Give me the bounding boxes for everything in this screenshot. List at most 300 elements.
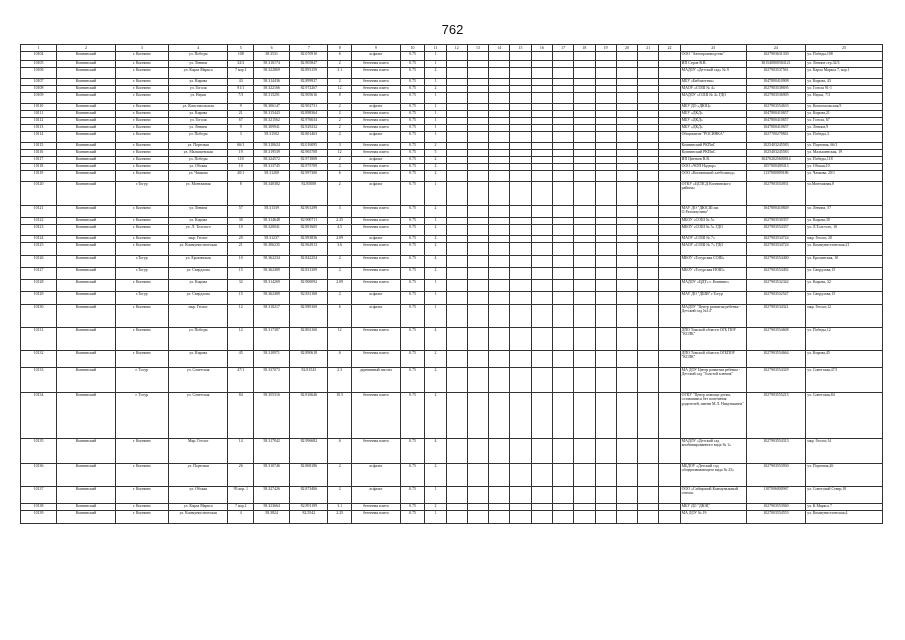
table-cell xyxy=(489,280,510,292)
column-number-cell: 16 xyxy=(531,45,552,52)
table-cell xyxy=(595,52,616,61)
table-cell xyxy=(510,225,531,236)
table-row xyxy=(21,351,883,368)
table-cell: 82.016095 xyxy=(290,143,328,150)
table-cell xyxy=(446,464,467,487)
table-cell xyxy=(446,280,467,292)
table-row xyxy=(21,125,883,132)
table-cell: ул. Ленина,9 xyxy=(806,125,883,132)
table-cell: 32/3 xyxy=(228,61,254,68)
table-cell xyxy=(467,125,488,132)
table-cell: 1027903555215 xyxy=(746,393,806,439)
table-cell xyxy=(489,61,510,68)
table-cell: бетонная плита xyxy=(351,86,400,93)
table-cell: Копнинский xyxy=(57,393,116,439)
table-cell xyxy=(595,218,616,225)
registry-table-wrapper xyxy=(20,44,883,524)
table-cell: Копнинский xyxy=(57,351,116,368)
table-cell: 82.997300 xyxy=(290,171,328,182)
table-cell: Копнинский xyxy=(57,171,116,182)
table-cell xyxy=(552,268,573,280)
table-cell xyxy=(531,118,552,125)
table-cell xyxy=(595,268,616,280)
table-cell: Копнинский xyxy=(57,104,116,111)
table-cell: 2 xyxy=(425,243,446,256)
table-cell: 14 xyxy=(228,439,254,464)
table-cell: 58.309941 xyxy=(254,125,290,132)
table-cell: 82.842254 xyxy=(290,256,328,268)
column-number-cell: 20 xyxy=(616,45,637,52)
table-row xyxy=(21,280,883,292)
table-cell: ул. Гоголя xyxy=(168,118,228,125)
table-cell: 6 xyxy=(328,305,351,328)
table-cell: Копнинский РКПиС xyxy=(680,143,746,150)
table-cell xyxy=(638,171,659,182)
table-cell xyxy=(616,79,637,86)
table-cell xyxy=(510,256,531,268)
table-cell: г. Копнино xyxy=(115,93,168,104)
table-cell xyxy=(510,305,531,328)
table-cell: Копнинский xyxy=(57,125,116,132)
table-cell xyxy=(446,256,467,268)
table-cell xyxy=(510,182,531,206)
table-cell: 58.319539 xyxy=(254,150,290,157)
table-cell: 10108 xyxy=(21,86,57,93)
table-cell xyxy=(616,393,637,439)
table-cell xyxy=(552,328,573,351)
table-cell xyxy=(467,439,488,464)
table-cell xyxy=(574,104,595,111)
table-cell xyxy=(638,351,659,368)
table-cell xyxy=(489,182,510,206)
table-cell xyxy=(446,268,467,280)
table-cell: 82.868186 xyxy=(290,464,328,487)
table-cell: ул. Ленина xyxy=(168,61,228,68)
table-cell: 2 xyxy=(425,504,446,511)
table-cell: ул. К.Маркса 7 xyxy=(806,504,883,511)
table-cell: ул. Обская xyxy=(168,164,228,171)
table-cell: ул. Комсомольская xyxy=(168,104,228,111)
table-cell xyxy=(446,439,467,464)
table-cell xyxy=(467,132,488,143)
table-row xyxy=(21,52,883,61)
table-cell: 58.324572 xyxy=(254,157,290,164)
table-cell xyxy=(531,132,552,143)
column-number-cell: 18 xyxy=(574,45,595,52)
table-cell: 4.5 xyxy=(328,225,351,236)
table-cell: 0.75 xyxy=(400,328,424,351)
table-cell: 0.75 xyxy=(400,511,424,524)
table-cell: 10120 xyxy=(21,182,57,206)
table-cell: бетонная плита xyxy=(351,125,400,132)
table-cell: 0.75 xyxy=(400,225,424,236)
table-cell xyxy=(446,52,467,61)
table-cell: 304702025600014 xyxy=(746,157,806,164)
table-row xyxy=(21,218,883,225)
table-cell xyxy=(552,52,573,61)
table-cell: 20 xyxy=(228,236,254,243)
table-cell xyxy=(467,86,488,93)
column-number-cell: 1 xyxy=(21,45,57,52)
table-cell: 82.996682 xyxy=(290,439,328,464)
table-cell xyxy=(595,143,616,150)
table-cell xyxy=(595,206,616,218)
table-cell xyxy=(552,487,573,504)
table-cell: 82.902731 xyxy=(290,104,328,111)
table-cell: г. Копнино xyxy=(115,305,168,328)
table-cell xyxy=(574,118,595,125)
table-cell: 10 xyxy=(228,164,254,171)
table-cell xyxy=(574,511,595,524)
table-cell: 0.75 xyxy=(400,68,424,79)
table-cell xyxy=(467,79,488,86)
table-cell: г. Копнино xyxy=(115,351,168,368)
table-cell xyxy=(531,236,552,243)
table-cell xyxy=(595,171,616,182)
table-cell xyxy=(595,243,616,256)
table-cell: ул. Советский Север,18 xyxy=(806,487,883,504)
table-cell xyxy=(574,93,595,104)
table-cell: 58.322166 xyxy=(254,86,290,93)
column-number-cell: 6 xyxy=(254,45,290,52)
table-cell xyxy=(467,118,488,125)
table-cell xyxy=(574,143,595,150)
table-cell xyxy=(531,464,552,487)
table-cell xyxy=(638,104,659,111)
table-cell: 8 xyxy=(228,182,254,206)
table-cell: 1 xyxy=(425,182,446,206)
table-cell: 1027903532547 xyxy=(746,292,806,305)
table-row xyxy=(21,111,883,118)
table-cell: ул. Коммунистическая,4 xyxy=(806,511,883,524)
table-cell: ул. Малышевская, 19 xyxy=(806,150,883,157)
table-cell: 30 xyxy=(228,218,254,225)
table-cell xyxy=(489,243,510,256)
table-cell: 1027903554608 xyxy=(746,328,806,351)
table-cell: Копнинский xyxy=(57,487,116,504)
table-cell: 0.75 xyxy=(400,280,424,292)
column-number-cell: 15 xyxy=(510,45,531,52)
table-cell xyxy=(531,104,552,111)
table-cell: МАДОУ «СОШ № 4» ГДО xyxy=(680,93,746,104)
table-cell xyxy=(446,68,467,79)
table-cell: 0.75 xyxy=(400,292,424,305)
table-cell: ИП Цветков В.В. xyxy=(680,157,746,164)
table-cell: 82.972267 xyxy=(290,86,328,93)
table-row xyxy=(21,268,883,280)
column-number-cell: 12 xyxy=(446,45,467,52)
table-cell xyxy=(510,143,531,150)
table-cell xyxy=(531,351,552,368)
table-cell xyxy=(659,206,680,218)
table-cell: бетонная плита xyxy=(351,93,400,104)
table-row xyxy=(21,206,883,218)
table-cell: бетонная плита xyxy=(351,143,400,150)
table-cell: 2 xyxy=(425,206,446,218)
table-row xyxy=(21,256,883,268)
table-cell xyxy=(659,171,680,182)
table-cell xyxy=(489,292,510,305)
table-cell xyxy=(616,236,637,243)
table-cell xyxy=(552,157,573,164)
table-cell: МАУ ДО "ДЮСШ им. О.Рахматулина" xyxy=(680,206,746,218)
table-cell xyxy=(574,393,595,439)
table-cell xyxy=(446,393,467,439)
table-cell: г. Копнино xyxy=(115,439,168,464)
table-cell xyxy=(446,79,467,86)
table-cell: 1027903534724 xyxy=(746,236,806,243)
table-cell xyxy=(467,393,488,439)
table-cell xyxy=(552,305,573,328)
table-cell: ул. Свердлова xyxy=(168,268,228,280)
table-cell: ул. Портовая,26 xyxy=(806,464,883,487)
table-cell: Копнинский xyxy=(57,164,116,171)
table-cell: 10112 xyxy=(21,118,57,125)
table-cell: г. Копнино xyxy=(115,104,168,111)
table-cell xyxy=(510,93,531,104)
table-cell: Копнинский xyxy=(57,292,116,305)
table-cell: МА ДОУ № 19 xyxy=(680,511,746,524)
table-cell: Копнинский xyxy=(57,225,116,236)
table-cell: 12 xyxy=(228,305,254,328)
table-cell: ул. Кирова, 43 xyxy=(806,79,883,86)
table-cell: 0.75 xyxy=(400,236,424,243)
table-cell xyxy=(510,218,531,225)
column-number-cell: 19 xyxy=(595,45,616,52)
table-cell xyxy=(574,487,595,504)
table-cell: 10133 xyxy=(21,368,57,393)
table-cell xyxy=(510,206,531,218)
table-cell xyxy=(489,439,510,464)
table-cell xyxy=(552,256,573,268)
table-cell: 1027903554492 xyxy=(746,268,806,280)
table-cell: 58.306147 xyxy=(254,104,290,111)
column-number-cell: 8 xyxy=(328,45,351,52)
table-cell xyxy=(531,171,552,182)
table-cell xyxy=(531,243,552,256)
table-cell: 0.75 xyxy=(400,171,424,182)
table-cell xyxy=(552,171,573,182)
table-cell xyxy=(510,164,531,171)
table-cell xyxy=(616,52,637,61)
table-cell: 2 xyxy=(328,111,351,118)
table-cell xyxy=(552,111,573,118)
table-cell: 0.75 xyxy=(400,393,424,439)
table-cell xyxy=(489,86,510,93)
table-cell xyxy=(616,132,637,143)
table-cell: 12 xyxy=(228,328,254,351)
table-cell: 82.989169 xyxy=(290,305,328,328)
table-cell: 0.75 xyxy=(400,125,424,132)
table-cell xyxy=(616,164,637,171)
table-cell: 2 xyxy=(425,236,446,243)
table-cell xyxy=(638,511,659,524)
table-cell: 82.898364 xyxy=(290,111,328,118)
table-cell xyxy=(616,328,637,351)
table-cell xyxy=(510,125,531,132)
table-cell: 2 xyxy=(328,79,351,86)
table-cell xyxy=(595,86,616,93)
table-cell: 2 xyxy=(328,118,351,125)
table-cell xyxy=(574,328,595,351)
table-cell: 58.355316 xyxy=(254,393,290,439)
table-cell: 58.315291 xyxy=(254,93,290,104)
column-number-cell: 23 xyxy=(680,45,746,52)
table-cell: 1047800410849 xyxy=(746,206,806,218)
table-cell xyxy=(574,351,595,368)
table-cell xyxy=(552,61,573,68)
table-cell: 47/1 xyxy=(228,368,254,393)
table-cell xyxy=(446,368,467,393)
table-cell: мкр. Геолог,14 xyxy=(806,439,883,464)
table-cell xyxy=(659,125,680,132)
table-cell xyxy=(467,104,488,111)
table-row xyxy=(21,79,883,86)
table-cell: ул. Ленина, 57 xyxy=(806,206,883,218)
table-cell: 15 xyxy=(228,292,254,305)
table-cell: 58.317042 xyxy=(254,439,290,464)
table-cell xyxy=(531,61,552,68)
table-cell: 1027903530357 xyxy=(746,218,806,225)
table-cell: 0.75 xyxy=(400,79,424,86)
table-cell xyxy=(531,487,552,504)
table-cell: бетонная плита xyxy=(351,171,400,182)
table-cell: 1 xyxy=(425,61,446,68)
table-cell xyxy=(510,61,531,68)
table-cell: ул. Комсомольская,9 xyxy=(806,104,883,111)
table-cell: МАОУ «СОШ № 4» xyxy=(680,86,746,93)
table-cell: ул. Победы xyxy=(168,157,228,164)
table-cell xyxy=(531,439,552,464)
table-cell: ул. Победы,12 xyxy=(806,328,883,351)
table-cell: 0.75 xyxy=(400,439,424,464)
table-cell xyxy=(616,256,637,268)
table-cell xyxy=(489,464,510,487)
table-cell: 0.75 xyxy=(400,150,424,157)
table-cell: 1027903554329 xyxy=(746,368,806,393)
table-cell: 58.315443 xyxy=(254,111,290,118)
table-cell xyxy=(531,393,552,439)
table-cell: г. Копнино xyxy=(115,511,168,524)
table-cell xyxy=(510,68,531,79)
table-cell xyxy=(467,171,488,182)
table-cell xyxy=(489,206,510,218)
table-cell xyxy=(467,164,488,171)
table-cell: 7 кор.1 xyxy=(228,68,254,79)
table-cell xyxy=(467,52,488,61)
table-cell xyxy=(467,61,488,68)
table-cell xyxy=(510,268,531,280)
table-cell xyxy=(574,305,595,328)
table-cell: бетонная плита xyxy=(351,439,400,464)
table-cell xyxy=(467,68,488,79)
table-cell: г. Копнино xyxy=(115,157,168,164)
table-cell: 58.31237 xyxy=(254,236,290,243)
column-number-cell: 3 xyxy=(115,45,168,52)
table-cell xyxy=(446,243,467,256)
table-cell xyxy=(659,368,680,393)
table-cell: 1 xyxy=(425,305,446,328)
table-cell: 82.070910 xyxy=(290,52,328,61)
table-cell xyxy=(531,125,552,132)
table-cell: 2 xyxy=(328,125,351,132)
table-cell: ул. Ерохинская, 10 xyxy=(806,256,883,268)
table-cell: ул. Портовая, 66/1 xyxy=(806,143,883,150)
table-cell: 2 xyxy=(425,157,446,164)
table-cell xyxy=(489,236,510,243)
table-cell: ул. Малышевская xyxy=(168,150,228,157)
table-cell xyxy=(659,256,680,268)
table-cell: 82.905616 xyxy=(290,93,328,104)
table-cell: г. Копнино xyxy=(115,164,168,171)
table-cell xyxy=(510,464,531,487)
table-cell: 0.75 xyxy=(400,93,424,104)
table-cell: 82.802160 xyxy=(290,328,328,351)
table-cell: 82.976634 xyxy=(290,118,328,125)
table-cell: 1 xyxy=(425,132,446,143)
table-cell: 82.905847 xyxy=(290,61,328,68)
table-row xyxy=(21,504,883,511)
table-cell xyxy=(489,79,510,86)
table-cell xyxy=(638,52,659,61)
table-cell xyxy=(638,268,659,280)
table-cell: 10115 xyxy=(21,143,57,150)
table-cell xyxy=(595,182,616,206)
table-cell: 10130 xyxy=(21,305,57,328)
table-cell: ул. Победы xyxy=(168,132,228,143)
table-cell: ул. Победы,108 xyxy=(806,52,883,61)
table-cell xyxy=(446,351,467,368)
table-cell: г. Копнино xyxy=(115,132,168,143)
table-cell: 2.09 xyxy=(328,280,351,292)
table-cell xyxy=(446,132,467,143)
table-cell: Копнинский xyxy=(57,182,116,206)
table-row xyxy=(21,236,883,243)
table-cell xyxy=(531,93,552,104)
table-cell xyxy=(531,79,552,86)
table-cell xyxy=(510,328,531,351)
table-cell: 10119 xyxy=(21,171,57,182)
table-cell: 1027700279841 xyxy=(746,132,806,143)
table-cell: 58.320041 xyxy=(254,225,290,236)
table-cell: бетонная плита xyxy=(351,68,400,79)
table-cell xyxy=(446,182,467,206)
table-cell xyxy=(595,351,616,368)
table-cell: г. Копнино xyxy=(115,86,168,93)
table-cell: асфальт xyxy=(351,292,400,305)
table-cell xyxy=(659,164,680,171)
table-cell: 38.3531 xyxy=(254,52,290,61)
table-cell: МБУ ДО «ДЮЦ» xyxy=(680,104,746,111)
table-cell: 10109 xyxy=(21,93,57,104)
table-cell: Копнинский xyxy=(57,79,116,86)
table-cell: Копнинский xyxy=(57,368,116,393)
table-cell xyxy=(616,511,637,524)
column-number-cell: 9 xyxy=(351,45,400,52)
table-cell: 82.893159 xyxy=(290,68,328,79)
table-row xyxy=(21,464,883,487)
table-cell xyxy=(574,292,595,305)
table-cell xyxy=(616,111,637,118)
table-cell xyxy=(595,393,616,439)
table-cell xyxy=(659,351,680,368)
table-cell xyxy=(659,393,680,439)
table-cell xyxy=(659,111,680,118)
table-cell xyxy=(616,182,637,206)
column-number-cell: 5 xyxy=(228,45,254,52)
table-cell: 58.340382 xyxy=(254,182,290,206)
table-cell: 21 xyxy=(228,243,254,256)
